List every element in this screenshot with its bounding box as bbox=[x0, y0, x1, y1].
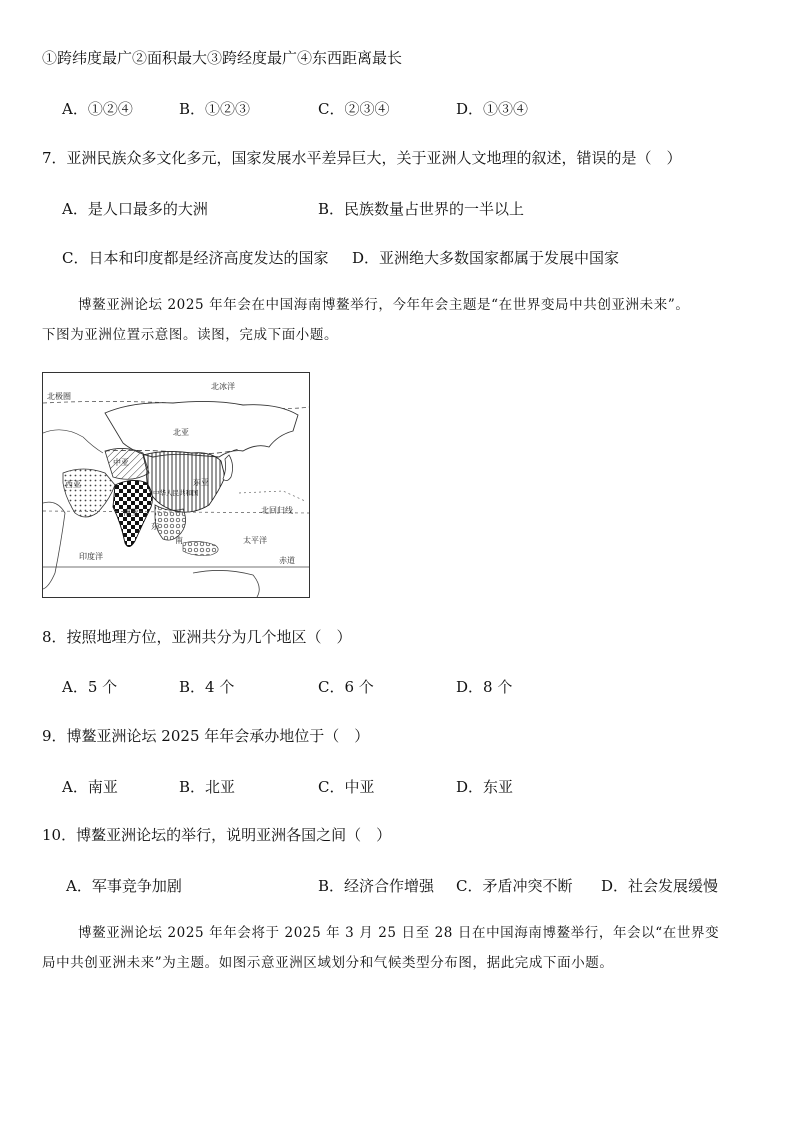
q8-option-c[interactable]: C．6 个 bbox=[318, 678, 374, 696]
q10-option-c[interactable]: C．矛盾冲突不断 bbox=[456, 877, 573, 895]
europe-outline bbox=[43, 430, 103, 453]
q9-option-a[interactable]: A．南亚 bbox=[62, 778, 118, 796]
q9-option-c[interactable]: C．中亚 bbox=[318, 778, 375, 796]
label-southeast-2: 南 bbox=[175, 536, 183, 545]
label-east-asia: 东亚 bbox=[193, 478, 209, 487]
intro-2-line-2: 局中共创亚洲未来”为主题。如图示意亚洲区域划分和气候类型分布图，据此完成下面小题。 bbox=[42, 955, 614, 971]
australia-outline bbox=[193, 570, 259, 597]
label-china: 中华人民共和国 bbox=[153, 489, 199, 497]
southeast-asia-region bbox=[155, 505, 186, 540]
q7-option-b[interactable]: B．民族数量占世界的一半以上 bbox=[318, 200, 525, 218]
label-southeast-1: 东 bbox=[151, 522, 159, 531]
q10-option-a[interactable]: A．军事竞争加剧 bbox=[66, 877, 182, 895]
intro-1-line-2: 下图为亚洲位置示意图。读图，完成下面小题。 bbox=[42, 327, 339, 343]
label-arctic-circle: 北极圈 bbox=[47, 392, 71, 401]
q7-option-c[interactable]: C．日本和印度都是经济高度发达的国家 bbox=[62, 249, 329, 267]
label-equator: 赤道 bbox=[279, 556, 295, 565]
china-region bbox=[143, 451, 225, 512]
label-arctic: 北冰洋 bbox=[211, 382, 235, 391]
q10-option-d[interactable]: D．社会发展缓慢 bbox=[601, 877, 719, 895]
intro-1-line-1: 博鳌亚洲论坛 2025 年年会在中国海南博鳌举行，今年年会主题是“在世界变局中共创亚洲未来”。 bbox=[78, 297, 690, 313]
label-tropic: 北回归线 bbox=[261, 506, 293, 515]
q6-option-d[interactable]: D．①③④ bbox=[456, 100, 529, 118]
southeast-asia-islands bbox=[183, 541, 218, 555]
q8-option-d[interactable]: D．8 个 bbox=[456, 678, 513, 696]
q6-option-b[interactable]: B．①②③ bbox=[179, 100, 251, 118]
q6-option-c[interactable]: C．②③④ bbox=[318, 100, 390, 118]
label-north-asia: 北亚 bbox=[173, 428, 189, 437]
label-pacific: 太平洋 bbox=[243, 536, 267, 545]
q7-stem: 7．亚洲民族众多文化多元，国家发展水平差异巨大，关于亚洲人文地理的叙述，错误的是（ ） bbox=[42, 149, 682, 167]
q9-option-b[interactable]: B．北亚 bbox=[179, 778, 236, 796]
q6-stem: ①跨纬度最广②面积最大③跨经度最广④东西距离最长 bbox=[42, 49, 403, 67]
intro-paragraph-2 bbox=[42, 918, 762, 978]
q9-stem: 9．博鳌亚洲论坛 2025 年年会承办地位于（ ） bbox=[42, 727, 370, 745]
label-south-asia: 南亚 bbox=[123, 508, 139, 517]
label-indian-ocean: 印度洋 bbox=[79, 552, 103, 561]
asia-location-map bbox=[42, 372, 310, 598]
east-asia-japan bbox=[223, 455, 233, 481]
q7-option-a[interactable]: A．是人口最多的大洲 bbox=[62, 200, 208, 218]
north-asia-region bbox=[105, 401, 298, 457]
q10-stem: 10．博鳌亚洲论坛的举行，说明亚洲各国之间（ ） bbox=[42, 826, 392, 844]
label-central-asia: 中亚 bbox=[113, 458, 129, 467]
q9-option-d[interactable]: D．东亚 bbox=[456, 778, 514, 796]
west-asia-region bbox=[63, 469, 115, 517]
label-west-asia: 西亚 bbox=[65, 480, 81, 489]
intro-2-line-1: 博鳌亚洲论坛 2025 年年会将于 2025 年 3 月 25 日至 28 日在中国海南博鳌举行，年会以“在世界变 bbox=[78, 925, 720, 941]
africa-outline bbox=[43, 502, 65, 589]
intro-paragraph-1 bbox=[42, 290, 762, 350]
q8-stem: 8．按照地理方位，亚洲共分为几个地区（ ） bbox=[42, 628, 352, 646]
q8-option-a[interactable]: A．5 个 bbox=[62, 678, 118, 696]
q7-option-d[interactable]: D．亚洲绝大多数国家都属于发展中国家 bbox=[352, 249, 620, 267]
q8-option-b[interactable]: B．4 个 bbox=[179, 678, 235, 696]
pacific-dotted-boundary bbox=[239, 491, 305, 501]
q6-option-a[interactable]: A．①②④ bbox=[62, 100, 133, 118]
q10-option-b[interactable]: B．经济合作增强 bbox=[318, 877, 435, 895]
